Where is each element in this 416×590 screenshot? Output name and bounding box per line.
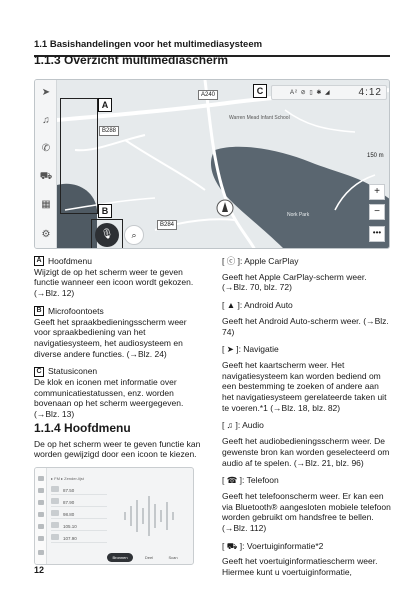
left-column	[34, 256, 204, 565]
place-park: Nork Park	[287, 212, 310, 218]
item-c	[34, 366, 204, 420]
callout-a: A	[98, 98, 112, 112]
list-item[interactable]: 105.10	[51, 519, 107, 531]
item-b-title: Microfoontoets	[48, 305, 104, 316]
audio-wave-graphic	[119, 492, 179, 540]
menu-item-audio	[222, 420, 392, 468]
status-icons: A² ⊘ ▯ ✱ ◢	[290, 90, 331, 96]
small-sidebar	[35, 468, 47, 565]
item-c-text: De klok en iconen met informatie over communicatiestatussen, enz. worden bovenaan op het scherm weergegeven. (→Blz. 13)	[34, 377, 184, 420]
callout-c: C	[253, 84, 267, 98]
item-a-box: A	[34, 256, 44, 266]
share-button[interactable]: Deel	[144, 554, 154, 560]
road-label-b288: B288	[99, 126, 119, 136]
list-item[interactable]: 87.90	[51, 495, 107, 507]
multimedia-screen-image	[34, 79, 390, 249]
android-auto-text: Geeft het Android Auto-scherm weer. (→Blz. 74)	[222, 315, 389, 337]
search-icon[interactable]: ⌕	[124, 225, 144, 245]
list-item[interactable]: 87.50	[51, 483, 107, 495]
item-a-text: Wijzigt de op het scherm weer te geven functie wanneer een icoon wordt gekozen. (→Blz. 12)	[34, 266, 194, 299]
item-c-title: Statusiconen	[48, 366, 98, 377]
main-menu-intro: De op het scherm weer te geven functie kan worden gewijzigd door een icoon te kiezen.	[34, 438, 201, 460]
zoom-out-button[interactable]: −	[369, 204, 385, 220]
right-column	[222, 256, 392, 580]
status-clock: 4:12	[358, 87, 382, 98]
apps-icon[interactable]: ▦	[41, 199, 51, 210]
road-label-a240: A240	[198, 90, 218, 100]
settings-icon[interactable]: ⚙	[41, 229, 51, 240]
menu-item-android-auto	[222, 300, 392, 337]
carplay-text: Geeft het Apple CarPlay-scherm weer. (→Blz. 70, blz. 72)	[222, 271, 367, 293]
car-icon[interactable]: ⛟	[39, 171, 53, 182]
map-scale: 150 m	[367, 153, 384, 159]
callout-b: B	[98, 204, 112, 218]
menu-item-phone	[222, 475, 392, 534]
audio-heading: [ ♫ ]: Audio	[222, 420, 264, 431]
page-number: 12	[34, 565, 45, 575]
navigation-icon[interactable]: ➤	[41, 87, 51, 98]
vehicle-info-text: Geeft het voertuiginformatiescherm weer. Hiermee kunt u voertuiginformatie,	[222, 556, 378, 578]
phone-heading: [ ☎ ]: Telefoon	[222, 475, 279, 486]
road-label-b284: B284	[157, 220, 177, 230]
scan-button[interactable]: Scan	[168, 554, 178, 560]
menu-item-vehicle-info	[222, 541, 392, 578]
zoom-in-button[interactable]: +	[369, 184, 385, 200]
station-list	[51, 483, 107, 543]
navigation-text: Geeft het kaartscherm weer. Het navigatiesysteem kan worden bediend om een bestemming te zoeken of andere aan het navigatiesysteem gerelateerde taken uit te voeren.*1 (→Blz. 18, blz. 82)	[222, 359, 387, 413]
music-icon[interactable]: ♫	[42, 115, 50, 126]
item-b-text: Geeft het spraakbedieningsscherm weer voor spraakbediening van het navigatiesysteem, het audiosysteem en diverse andere functies. (→Blz. 24)	[34, 316, 187, 359]
carplay-heading: [ ⓒ ]: Apple CarPlay	[222, 256, 299, 266]
android-auto-heading: [ ▲ ]: Android Auto	[222, 300, 293, 311]
small-breadcrumb: ▸ FM ▸ Zender-lijst	[51, 475, 84, 481]
navigation-heading: [ ➤ ]: Navigatie	[222, 344, 279, 355]
item-a	[34, 256, 204, 299]
place-school: Warren Mead Infant School	[229, 115, 290, 121]
section-title-overview: 1.1.3 Overzicht multimediascherm	[34, 53, 229, 67]
more-button[interactable]: •••	[369, 226, 385, 242]
menu-item-carplay	[222, 256, 392, 293]
main-menu-screen-image	[34, 467, 194, 565]
phone-text: Geeft het telefoonscherm weer. Er kan een via Bluetooth® aangesloten mobiele telefoon worden gebruikt om handsfree te bellen. (→Blz. 112)	[222, 490, 391, 534]
mic-icon[interactable]: 🎙	[95, 223, 119, 247]
status-bar	[271, 85, 387, 100]
menu-item-navigation	[222, 344, 392, 413]
phone-icon[interactable]: ✆	[41, 143, 51, 154]
item-b-box: B	[34, 306, 44, 316]
vehicle-info-heading: [ ⛟ ]: Voertuiginformatie*2	[222, 540, 324, 551]
callout-a-frame	[60, 98, 98, 214]
item-a-title: Hoofdmenu	[48, 256, 92, 266]
header-title: 1.1 Basishandelingen voor het multimediasysteem	[34, 39, 263, 50]
item-c-box: C	[34, 367, 44, 377]
audio-text: Geeft het audiobedieningsscherm weer. De gewenste bron kan worden geselecteerd om audio af te spelen. (→Blz. 21, blz. 96)	[222, 436, 390, 468]
item-b	[34, 306, 204, 360]
main-menu-sidebar	[35, 80, 57, 249]
section-title-main-menu: 1.1.4 Hoofdmenu	[34, 420, 131, 435]
list-item[interactable]: 98.80	[51, 507, 107, 519]
sources-button[interactable]: Bronnen	[107, 553, 133, 562]
list-item[interactable]: 107.90	[51, 531, 107, 543]
